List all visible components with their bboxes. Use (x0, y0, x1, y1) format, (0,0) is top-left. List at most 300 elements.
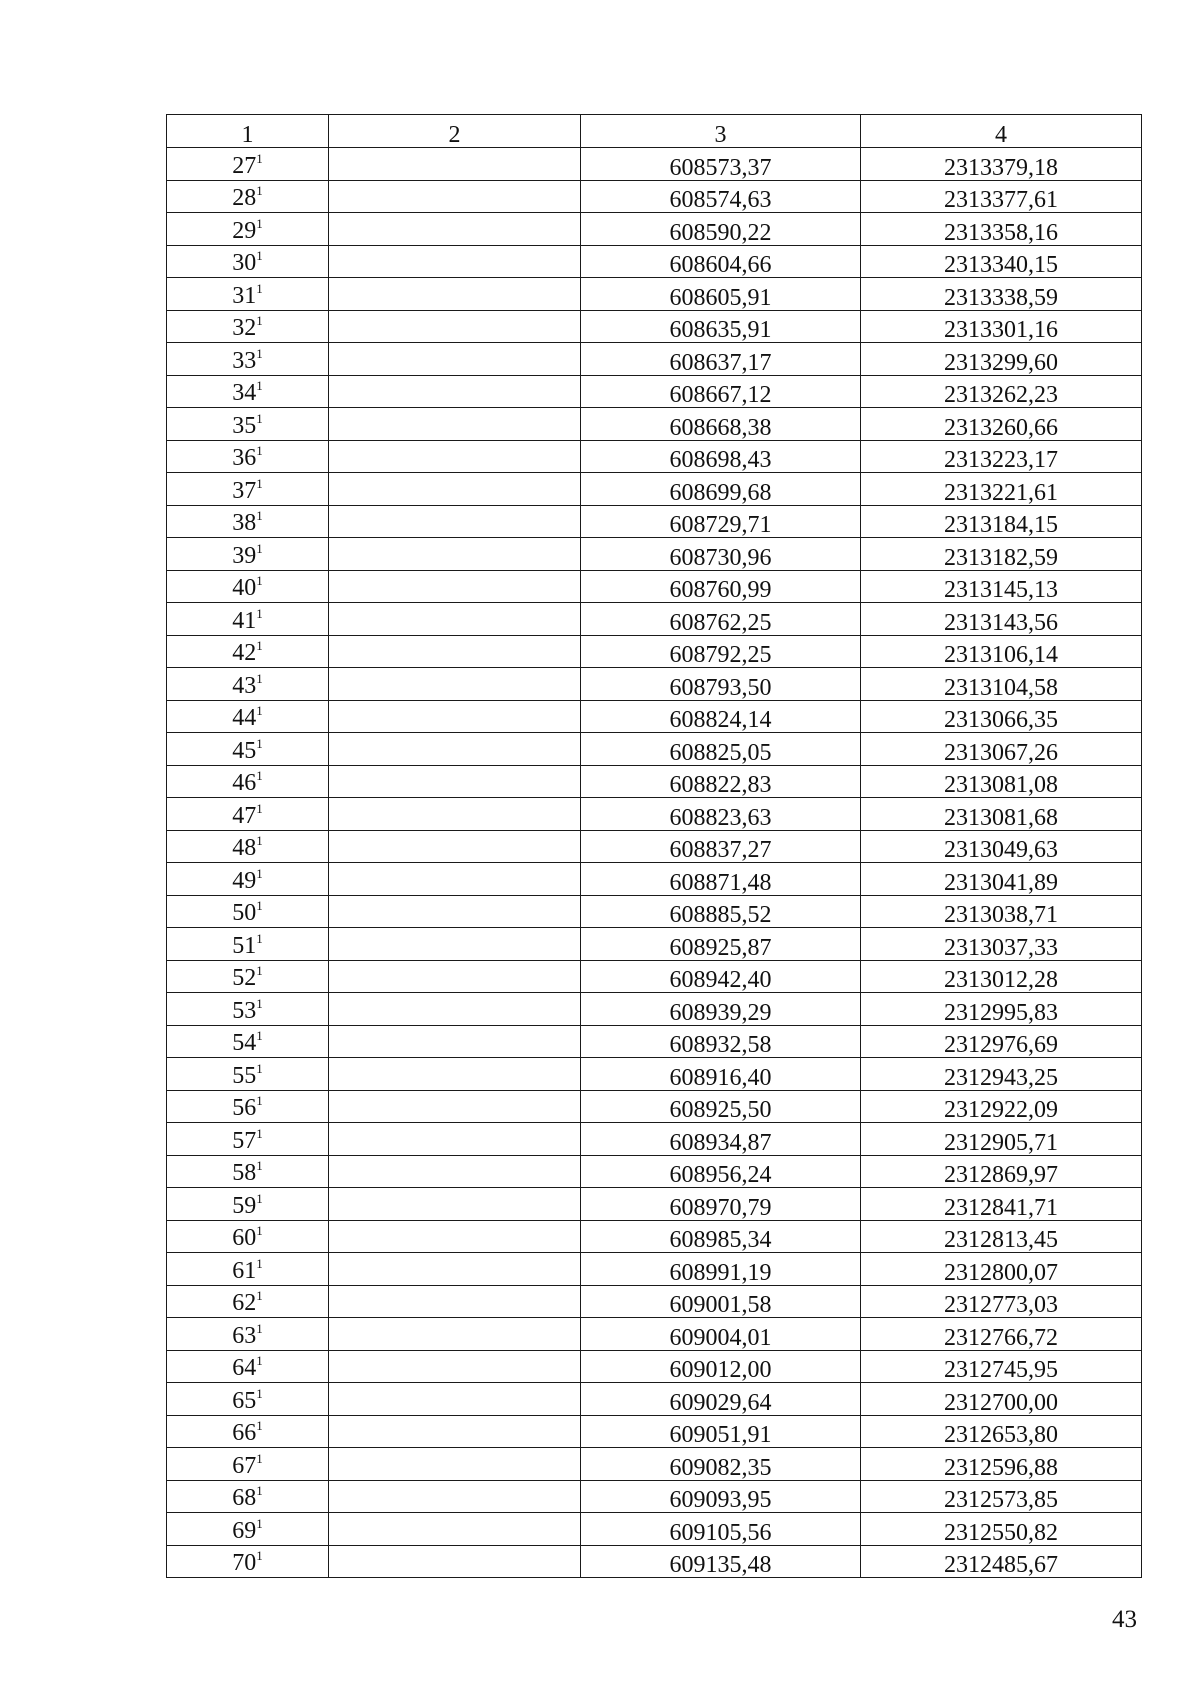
point-name-cell (329, 148, 581, 181)
point-number-base: 39 (232, 542, 257, 569)
x-coordinate-cell: 608590,22 (581, 213, 861, 246)
point-number-cell (167, 343, 329, 376)
point-name-cell (329, 700, 581, 733)
point-number (232, 1060, 263, 1090)
point-number (232, 1418, 263, 1447)
x-coordinate-cell: 608970,79 (581, 1188, 861, 1221)
x-coordinate-cell: 609093,95 (581, 1480, 861, 1513)
point-name-cell (329, 1188, 581, 1221)
x-coordinate-cell: 609051,91 (581, 1415, 861, 1448)
point-number-base: 29 (232, 217, 257, 244)
point-name-cell (329, 1123, 581, 1156)
point-number-cell (167, 1058, 329, 1091)
table-row (167, 570, 1142, 603)
point-number (232, 1515, 263, 1545)
point-name-cell (329, 1155, 581, 1188)
point-number-cell (167, 733, 329, 766)
point-number-cell (167, 700, 329, 733)
point-number (232, 1158, 263, 1187)
point-number-base: 61 (232, 1257, 257, 1284)
table-row (167, 1350, 1142, 1383)
point-number-base: 36 (232, 445, 257, 471)
y-coordinate-cell: 2313067,26 (861, 733, 1142, 766)
column-header-1: 1 (167, 115, 329, 148)
point-number-base: 62 (232, 1290, 257, 1316)
point-name-cell (329, 603, 581, 636)
point-number-base: 64 (232, 1355, 257, 1381)
table-row (167, 1513, 1142, 1546)
point-number-base: 35 (232, 412, 257, 439)
point-number-base: 41 (232, 607, 257, 634)
table-row (167, 895, 1142, 928)
table-row (167, 473, 1142, 506)
y-coordinate-cell: 2313081,68 (861, 798, 1142, 831)
point-name-cell (329, 310, 581, 343)
point-number-base: 68 (232, 1485, 257, 1511)
point-number (232, 573, 263, 602)
point-number-base: 69 (232, 1517, 257, 1544)
point-number-cell (167, 408, 329, 441)
point-number (232, 1093, 263, 1122)
coordinates-table (166, 114, 1142, 1578)
point-number-base: 40 (232, 575, 257, 601)
point-number-cell (167, 863, 329, 896)
point-number-base: 27 (232, 152, 257, 179)
point-name-cell (329, 1058, 581, 1091)
point-name-cell (329, 343, 581, 376)
point-number-superscript: 1 (256, 1190, 263, 1206)
table-row (167, 180, 1142, 213)
point-number-cell (167, 993, 329, 1026)
point-number-superscript: 1 (256, 313, 263, 328)
point-number (232, 475, 263, 505)
point-number (232, 1125, 263, 1155)
point-number-cell (167, 148, 329, 181)
point-name-cell (329, 1545, 581, 1578)
point-number (232, 345, 263, 375)
point-number-superscript: 1 (256, 183, 263, 198)
point-number (232, 703, 263, 732)
point-number-base: 50 (232, 900, 257, 926)
x-coordinate-cell: 608885,52 (581, 895, 861, 928)
table-row (167, 1025, 1142, 1058)
point-number (232, 1450, 263, 1480)
point-number (232, 280, 263, 310)
point-name-cell (329, 733, 581, 766)
x-coordinate-cell: 609082,35 (581, 1448, 861, 1481)
y-coordinate-cell: 2312596,88 (861, 1448, 1142, 1481)
y-coordinate-cell: 2313012,28 (861, 960, 1142, 993)
y-coordinate-cell: 2313299,60 (861, 343, 1142, 376)
point-number-base: 70 (232, 1550, 257, 1576)
point-number-superscript: 1 (256, 1093, 263, 1108)
table-row (167, 960, 1142, 993)
point-number-base: 33 (232, 347, 257, 374)
point-name-cell (329, 213, 581, 246)
point-number (232, 410, 263, 440)
y-coordinate-cell: 2312841,71 (861, 1188, 1142, 1221)
point-number-superscript: 1 (256, 1288, 263, 1303)
point-number (232, 1028, 263, 1057)
point-number-superscript: 1 (256, 215, 263, 231)
point-number (232, 1223, 263, 1252)
x-coordinate-cell: 609029,64 (581, 1383, 861, 1416)
column-header-4: 4 (861, 115, 1142, 148)
column-header-2: 2 (329, 115, 581, 148)
y-coordinate-cell: 2313262,23 (861, 375, 1142, 408)
table-row (167, 375, 1142, 408)
point-number-base: 32 (232, 315, 257, 341)
point-number-cell (167, 960, 329, 993)
table-row (167, 440, 1142, 473)
point-number-superscript: 1 (256, 768, 263, 783)
x-coordinate-cell: 608985,34 (581, 1220, 861, 1253)
x-coordinate-cell: 608934,87 (581, 1123, 861, 1156)
point-number-superscript: 1 (256, 963, 263, 978)
x-coordinate-cell: 608925,50 (581, 1090, 861, 1123)
point-name-cell (329, 635, 581, 668)
table-row (167, 733, 1142, 766)
point-name-cell (329, 538, 581, 571)
point-number-cell (167, 668, 329, 701)
point-name-cell (329, 798, 581, 831)
point-number (232, 1548, 263, 1577)
point-number-cell (167, 1448, 329, 1481)
point-number-cell (167, 1155, 329, 1188)
point-number-base: 42 (232, 640, 257, 666)
point-number-cell (167, 1318, 329, 1351)
y-coordinate-cell: 2313145,13 (861, 570, 1142, 603)
point-number-superscript: 1 (256, 248, 263, 263)
table-row (167, 1188, 1142, 1221)
x-coordinate-cell: 608698,43 (581, 440, 861, 473)
point-name-cell (329, 408, 581, 441)
table-row (167, 1155, 1142, 1188)
point-number-base: 49 (232, 867, 257, 894)
table-row (167, 1253, 1142, 1286)
point-number-base: 66 (232, 1420, 257, 1446)
x-coordinate-cell: 608574,63 (581, 180, 861, 213)
table-row (167, 1448, 1142, 1481)
table-body (167, 148, 1142, 1578)
point-name-cell (329, 960, 581, 993)
point-number-superscript: 1 (256, 1320, 263, 1336)
point-number-cell (167, 375, 329, 408)
x-coordinate-cell: 608760,99 (581, 570, 861, 603)
y-coordinate-cell: 2313223,17 (861, 440, 1142, 473)
point-number-superscript: 1 (256, 280, 263, 296)
point-number-superscript: 1 (256, 1125, 263, 1141)
y-coordinate-cell: 2313182,59 (861, 538, 1142, 571)
y-coordinate-cell: 2313038,71 (861, 895, 1142, 928)
point-number-superscript: 1 (256, 345, 263, 361)
point-number-cell (167, 1480, 329, 1513)
y-coordinate-cell: 2312922,09 (861, 1090, 1142, 1123)
x-coordinate-cell: 608637,17 (581, 343, 861, 376)
point-number (232, 183, 263, 212)
point-number-cell (167, 180, 329, 213)
point-number (232, 963, 263, 992)
point-number-cell (167, 1513, 329, 1546)
point-name-cell (329, 1025, 581, 1058)
y-coordinate-cell: 2313143,56 (861, 603, 1142, 636)
point-name-cell (329, 1448, 581, 1481)
point-number-superscript: 1 (256, 605, 263, 621)
point-number (232, 540, 263, 570)
point-name-cell (329, 1090, 581, 1123)
y-coordinate-cell: 2312653,80 (861, 1415, 1142, 1448)
y-coordinate-cell: 2312943,25 (861, 1058, 1142, 1091)
y-coordinate-cell: 2313338,59 (861, 278, 1142, 311)
point-number-cell (167, 1415, 329, 1448)
point-number (232, 150, 263, 180)
point-number-base: 53 (232, 997, 257, 1024)
table-row (167, 148, 1142, 181)
point-number (232, 930, 263, 960)
point-number-cell (167, 1545, 329, 1578)
table-row (167, 245, 1142, 278)
y-coordinate-cell: 2313081,08 (861, 765, 1142, 798)
point-number-superscript: 1 (256, 865, 263, 881)
point-name-cell (329, 440, 581, 473)
point-name-cell (329, 668, 581, 701)
x-coordinate-cell: 608939,29 (581, 993, 861, 1026)
x-coordinate-cell: 608991,19 (581, 1253, 861, 1286)
point-number-superscript: 1 (256, 443, 263, 458)
point-number-cell (167, 213, 329, 246)
x-coordinate-cell: 608837,27 (581, 830, 861, 863)
y-coordinate-cell: 2312869,97 (861, 1155, 1142, 1188)
point-number-cell (167, 1188, 329, 1221)
x-coordinate-cell: 608932,58 (581, 1025, 861, 1058)
table-row (167, 1383, 1142, 1416)
point-number (232, 898, 263, 927)
point-number-superscript: 1 (256, 800, 263, 816)
x-coordinate-cell: 608667,12 (581, 375, 861, 408)
point-number (232, 995, 263, 1025)
point-number-base: 43 (232, 672, 257, 699)
table-row (167, 1123, 1142, 1156)
table-row (167, 928, 1142, 961)
table-row (167, 538, 1142, 571)
point-name-cell (329, 1350, 581, 1383)
table-row (167, 1058, 1142, 1091)
point-number-base: 45 (232, 737, 257, 764)
point-name-cell (329, 180, 581, 213)
point-number-cell (167, 1350, 329, 1383)
point-number-cell (167, 310, 329, 343)
point-number-base: 57 (232, 1127, 257, 1154)
point-number (232, 248, 263, 277)
x-coordinate-cell: 609135,48 (581, 1545, 861, 1578)
y-coordinate-cell: 2312700,00 (861, 1383, 1142, 1416)
point-number (232, 638, 263, 667)
point-number-superscript: 1 (256, 475, 263, 491)
y-coordinate-cell: 2313104,58 (861, 668, 1142, 701)
point-number-base: 63 (232, 1322, 257, 1349)
point-number-superscript: 1 (256, 995, 263, 1011)
point-name-cell (329, 278, 581, 311)
x-coordinate-cell: 608825,05 (581, 733, 861, 766)
point-number (232, 443, 263, 472)
x-coordinate-cell: 609105,56 (581, 1513, 861, 1546)
point-number-base: 38 (232, 510, 257, 536)
point-number-superscript: 1 (256, 735, 263, 751)
point-number-base: 47 (232, 802, 257, 829)
point-number-superscript: 1 (256, 898, 263, 913)
table-row (167, 213, 1142, 246)
point-number-superscript: 1 (256, 930, 263, 946)
table-row (167, 863, 1142, 896)
table-row (167, 505, 1142, 538)
point-number-base: 55 (232, 1062, 257, 1089)
y-coordinate-cell: 2313041,89 (861, 863, 1142, 896)
point-number (232, 768, 263, 797)
x-coordinate-cell: 608942,40 (581, 960, 861, 993)
table-row (167, 1090, 1142, 1123)
point-name-cell (329, 928, 581, 961)
point-number-cell (167, 895, 329, 928)
page-number: 43 (1112, 1606, 1137, 1633)
y-coordinate-cell: 2313379,18 (861, 148, 1142, 181)
point-number-superscript: 1 (256, 1548, 263, 1563)
point-number-cell (167, 1090, 329, 1123)
x-coordinate-cell: 608824,14 (581, 700, 861, 733)
table-row (167, 1318, 1142, 1351)
point-number (232, 215, 263, 245)
point-number-cell (167, 1253, 329, 1286)
point-name-cell (329, 1415, 581, 1448)
x-coordinate-cell: 608822,83 (581, 765, 861, 798)
point-number-superscript: 1 (256, 1255, 263, 1271)
x-coordinate-cell: 608668,38 (581, 408, 861, 441)
x-coordinate-cell: 608699,68 (581, 473, 861, 506)
y-coordinate-cell: 2313037,33 (861, 928, 1142, 961)
point-number (232, 1483, 263, 1512)
y-coordinate-cell: 2312800,07 (861, 1253, 1142, 1286)
y-coordinate-cell: 2312573,85 (861, 1480, 1142, 1513)
x-coordinate-cell: 609001,58 (581, 1285, 861, 1318)
point-number-superscript: 1 (256, 1450, 263, 1466)
table-row (167, 1220, 1142, 1253)
point-number-superscript: 1 (256, 1385, 263, 1401)
point-number (232, 865, 263, 895)
y-coordinate-cell: 2312905,71 (861, 1123, 1142, 1156)
point-number-superscript: 1 (256, 150, 263, 166)
x-coordinate-cell: 608635,91 (581, 310, 861, 343)
point-number-base: 52 (232, 965, 257, 991)
y-coordinate-cell: 2313221,61 (861, 473, 1142, 506)
point-number-superscript: 1 (256, 1515, 263, 1531)
point-number-superscript: 1 (256, 573, 263, 588)
point-number-base: 37 (232, 477, 257, 504)
point-number (232, 1385, 263, 1415)
point-name-cell (329, 375, 581, 408)
x-coordinate-cell: 608792,25 (581, 635, 861, 668)
point-number (232, 1353, 263, 1382)
table-row (167, 635, 1142, 668)
point-number (232, 508, 263, 537)
point-number-cell (167, 765, 329, 798)
point-number (232, 378, 263, 407)
y-coordinate-cell: 2313301,16 (861, 310, 1142, 343)
point-number-superscript: 1 (256, 703, 263, 718)
point-number-cell (167, 1220, 329, 1253)
point-name-cell (329, 1383, 581, 1416)
x-coordinate-cell: 609012,00 (581, 1350, 861, 1383)
point-name-cell (329, 895, 581, 928)
x-coordinate-cell: 608762,25 (581, 603, 861, 636)
y-coordinate-cell: 2313066,35 (861, 700, 1142, 733)
x-coordinate-cell: 608823,63 (581, 798, 861, 831)
point-number (232, 1288, 263, 1317)
point-number-cell (167, 440, 329, 473)
table-row (167, 993, 1142, 1026)
point-number-cell (167, 570, 329, 603)
point-number (232, 800, 263, 830)
point-number-superscript: 1 (256, 1483, 263, 1498)
point-number (232, 1320, 263, 1350)
table-row (167, 278, 1142, 311)
y-coordinate-cell: 2312976,69 (861, 1025, 1142, 1058)
x-coordinate-cell: 608916,40 (581, 1058, 861, 1091)
y-coordinate-cell: 2312813,45 (861, 1220, 1142, 1253)
point-name-cell (329, 1513, 581, 1546)
x-coordinate-cell: 608729,71 (581, 505, 861, 538)
point-number-superscript: 1 (256, 1158, 263, 1173)
y-coordinate-cell: 2312485,67 (861, 1545, 1142, 1578)
point-number-cell (167, 505, 329, 538)
table-row (167, 1415, 1142, 1448)
point-name-cell (329, 1285, 581, 1318)
table-row (167, 1545, 1142, 1578)
point-name-cell (329, 993, 581, 1026)
point-number (232, 833, 263, 862)
point-number-cell (167, 1285, 329, 1318)
point-name-cell (329, 570, 581, 603)
point-number-superscript: 1 (256, 1418, 263, 1433)
point-number-cell (167, 1123, 329, 1156)
x-coordinate-cell: 608573,37 (581, 148, 861, 181)
point-number (232, 735, 263, 765)
table-row (167, 1480, 1142, 1513)
point-name-cell (329, 830, 581, 863)
x-coordinate-cell: 608730,96 (581, 538, 861, 571)
y-coordinate-cell: 2313260,66 (861, 408, 1142, 441)
point-number-base: 51 (232, 932, 257, 959)
table-row (167, 310, 1142, 343)
point-number-superscript: 1 (256, 638, 263, 653)
point-number-base: 65 (232, 1387, 257, 1414)
point-name-cell (329, 1318, 581, 1351)
y-coordinate-cell: 2312995,83 (861, 993, 1142, 1026)
point-number-superscript: 1 (256, 670, 263, 686)
x-coordinate-cell: 608956,24 (581, 1155, 861, 1188)
point-number-base: 60 (232, 1225, 257, 1251)
point-number-superscript: 1 (256, 540, 263, 556)
point-number-base: 46 (232, 770, 257, 796)
y-coordinate-cell: 2313377,61 (861, 180, 1142, 213)
point-name-cell (329, 505, 581, 538)
table-row (167, 343, 1142, 376)
y-coordinate-cell: 2313184,15 (861, 505, 1142, 538)
table-row (167, 603, 1142, 636)
point-name-cell (329, 1220, 581, 1253)
point-number (232, 670, 263, 700)
table-row (167, 798, 1142, 831)
table-row (167, 830, 1142, 863)
point-number-base: 56 (232, 1095, 257, 1121)
